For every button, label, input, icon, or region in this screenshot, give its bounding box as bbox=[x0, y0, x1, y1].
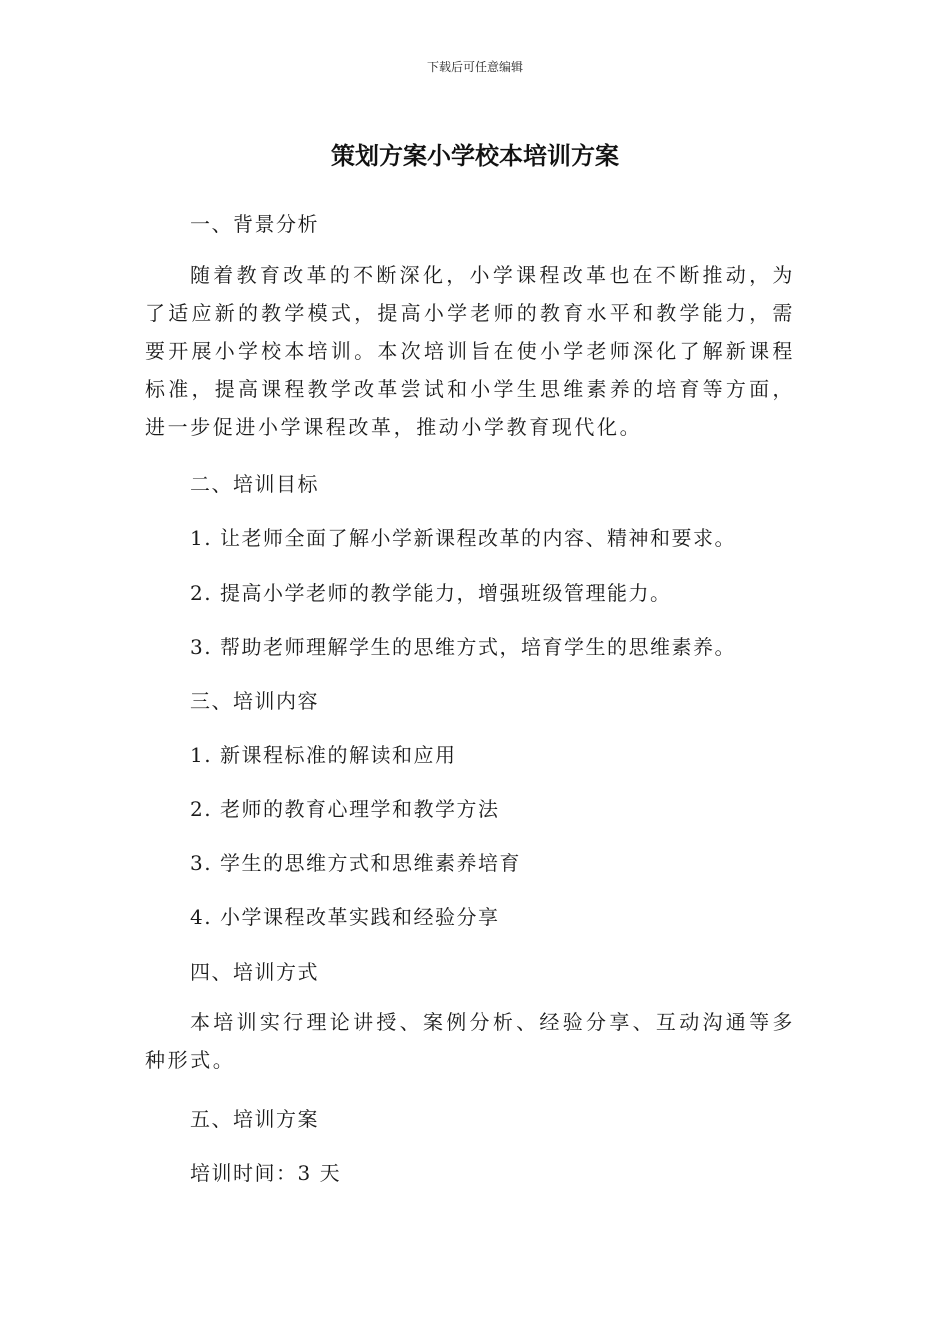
goal-item-3: 3. 帮助老师理解学生的思维方式，培育学生的思维素养。 bbox=[190, 635, 736, 659]
section-heading-method: 四、培训方式 bbox=[190, 960, 319, 984]
content-item-4: 4. 小学课程改革实践和经验分享 bbox=[190, 905, 500, 929]
content-item-2: 2. 老师的教育心理学和教学方法 bbox=[190, 797, 500, 821]
section-heading-plan: 五、培训方案 bbox=[190, 1107, 319, 1131]
plan-time: 培训时间：3 天 bbox=[190, 1161, 342, 1185]
goal-item-1: 1. 让老师全面了解小学新课程改革的内容、精神和要求。 bbox=[190, 526, 736, 550]
content-item-1: 1. 新课程标准的解读和应用 bbox=[190, 743, 457, 767]
background-paragraph: 随着教育改革的不断深化，小学课程改革也在不断推动，为了适应新的教学模式，提高小学老师的教育水平和教学能力，需要开展小学校本培训。本次培训旨在使小学老师深化了解新课程标准，提高课程教学改革尝试和小学生思维素养的培育等方面，进一步促进小学课程改革，推动小学教育现代化。 bbox=[145, 263, 795, 439]
header-note: 下载后可任意编辑 bbox=[426, 60, 523, 74]
content-item-3: 3. 学生的思维方式和思维素养培育 bbox=[190, 851, 521, 875]
document-title: 策划方案小学校本培训方案 bbox=[331, 142, 619, 170]
section-heading-goals: 二、培训目标 bbox=[190, 472, 319, 496]
section-heading-content: 三、培训内容 bbox=[190, 689, 319, 713]
goal-item-2: 2. 提高小学老师的教学能力，增强班级管理能力。 bbox=[190, 581, 672, 605]
section-heading-background: 一、背景分析 bbox=[190, 212, 319, 236]
method-paragraph: 本培训实行理论讲授、案例分析、经验分享、互动沟通等多种形式。 bbox=[145, 1010, 795, 1072]
